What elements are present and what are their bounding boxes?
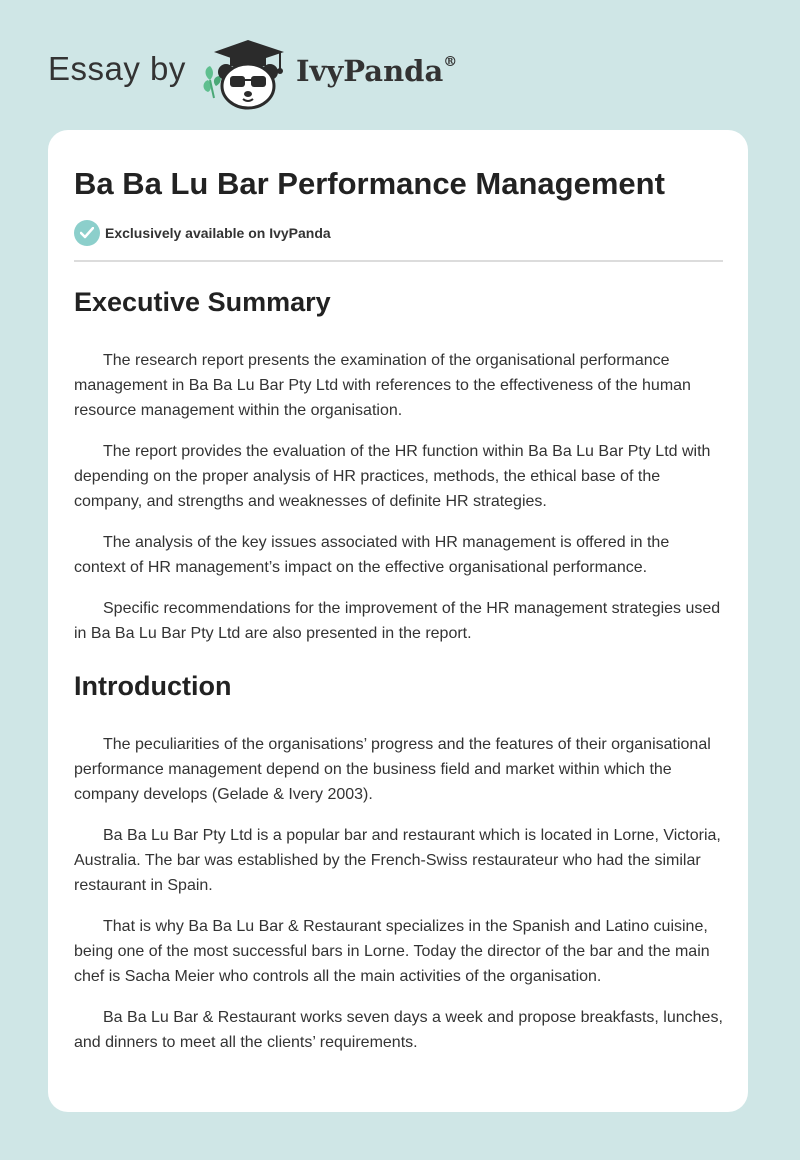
exclusive-badge: [74, 220, 331, 246]
section-heading: Introduction: [74, 671, 232, 701]
page-title: Ba Ba Lu Bar Performance Management: [74, 166, 665, 201]
check-circle-icon: [74, 220, 100, 246]
section-executive-summary: [74, 278, 724, 646]
article-body: [74, 278, 724, 1071]
paragraph: The analysis of the key issues associated with HR management is offered in the context of HR management’s impact on the effective organisational performance.: [74, 534, 670, 576]
section-heading: Executive Summary: [74, 287, 331, 317]
article-card: [48, 130, 748, 1112]
brand-name[interactable]: [296, 54, 457, 88]
paragraph: Ba Ba Lu Bar Pty Ltd is a popular bar and restaurant which is located in Lorne, Victoria, Australia. The bar was established by the French-Swiss restaurateur who had the similar restaurant in Spain.: [74, 827, 721, 894]
paragraph: The peculiarities of the organisations’ progress and the features of their organisational performance management depend on the business field and market within which the company develops (Gelade & Ivery 2003).: [74, 736, 711, 803]
paragraph: That is why Ba Ba Lu Bar & Restaurant specializes in the Spanish and Latino cuisine, being one of the most successful bars in Lorne. Today the director of the bar and the main chef is Sacha Meier who controls all the main activities of the organisation.: [74, 918, 710, 985]
paragraph: Ba Ba Lu Bar & Restaurant works seven days a week and propose breakfasts, lunches, and dinners to meet all the clients’ requirements.: [74, 1009, 723, 1051]
ivy-leaf-icon: [206, 66, 214, 80]
paragraph: The report provides the evaluation of the HR function within Ba Ba Lu Bar Pty Ltd with depending on the proper analysis of HR practices, methods, the ethical base of the company, and strengths and weaknesses of definite HR strategies.: [74, 443, 711, 510]
essay-by-label: Essay by: [48, 50, 186, 87]
paragraph: Specific recommendations for the improvement of the HR management strategies used in Ba Ba Lu Bar Pty Ltd are also presented in the report.: [74, 600, 721, 642]
paragraph: The research report presents the examination of the organisational performance management in Ba Ba Lu Bar Pty Ltd with references to the effectiveness of the human resource management within the organisation.: [74, 352, 691, 419]
exclusive-label: Exclusively available on IvyPanda: [105, 225, 331, 241]
brand-name-text: IvyPanda: [296, 54, 444, 88]
registered-mark: ®: [443, 54, 458, 71]
site-header: [0, 0, 800, 130]
ivypanda-logo-icon[interactable]: [200, 36, 296, 110]
section-introduction: [74, 662, 724, 1055]
divider: [74, 260, 723, 262]
